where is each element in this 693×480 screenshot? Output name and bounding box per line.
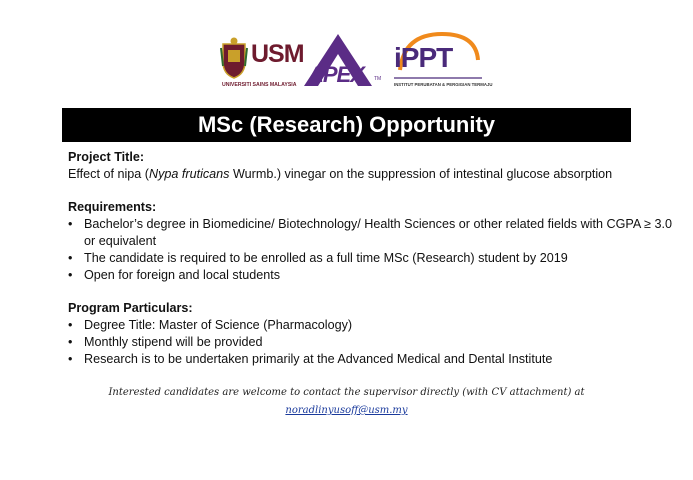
spacer [68,283,678,300]
ippt-subtitle: INSTITUT PERUBATAN & PERGIGIAN TERMAJU [394,82,493,87]
program-heading: Program Particulars: [68,301,193,316]
list-item: • Open for foreign and local students [68,267,678,284]
ippt-logo [390,30,493,92]
usm-wordmark: USM [251,40,304,68]
logo-row [220,28,493,98]
list-item: • Research is to be undertaken primarily at the Advanced Medical and Dental Institute [68,351,678,368]
contact-text: Interested candidates are welcome to contact the supervisor directly (with CV attachment) at [108,387,585,398]
list-item: • Monthly stipend will be provided [68,334,678,351]
email-link[interactable]: noradlinyusoff@usm.my [285,405,408,416]
usm-crest-icon [220,36,248,80]
list-item: • Bachelor’s degree in Biomedicine/ Biotechnology/ Health Sciences or other related fields with CGPA ≥ 3.0 or equivalent [68,216,678,250]
apex-trademark: TM [374,76,382,82]
content-body [68,149,678,367]
usm-subtitle: UNIVERSITI SAINS MALAYSIA [222,82,297,88]
banner-title: MSc (Research) Opportunity [197,112,496,137]
project-text-post: Wurmb.) vinegar on the suppression of intestinal glucose absorption [229,166,613,181]
ippt-wordmark: iPPT [394,42,453,73]
title-banner [62,108,631,142]
project-heading: Project Title: [68,150,145,164]
program-list [68,317,678,367]
apex-logo [292,32,384,90]
list-item: • The candidate is required to be enrolled as a full time MSc (Research) student by 2019 [68,250,678,267]
requirements-list [68,216,678,283]
apex-wordmark: APEX [308,62,364,87]
requirements-heading: Requirements: [68,200,157,215]
contact-note [0,384,693,420]
usm-logo [220,34,304,94]
list-item: • Degree Title: Master of Science (Pharmacology) [68,317,678,334]
spacer [68,183,678,200]
project-text-pre: Effect of nipa ( [68,166,149,181]
species-name: Nypa fruticans [148,166,230,181]
project-title-text [68,166,678,183]
